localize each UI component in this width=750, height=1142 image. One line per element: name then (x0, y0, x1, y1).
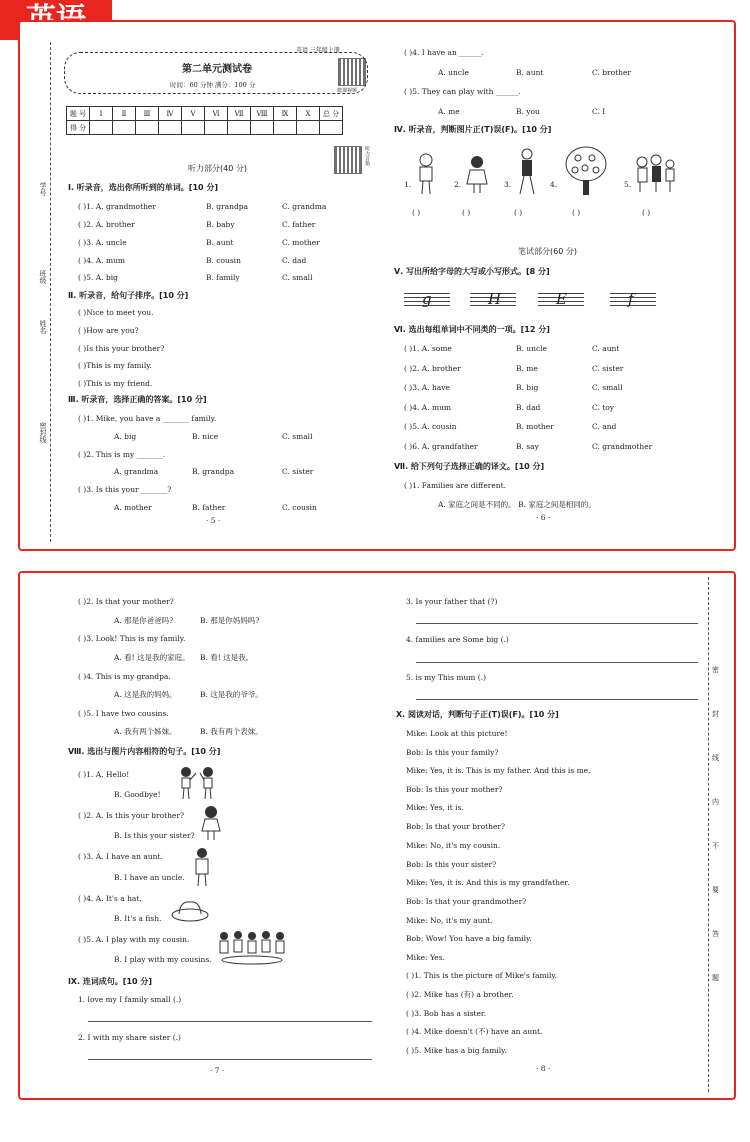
option: B. 这是我的爷爷。 (200, 690, 263, 699)
section-2-heading: Ⅱ. 听录音，给句子排序。[10 分] (68, 291, 189, 300)
option: B. I have an uncle. (114, 873, 185, 882)
option: C. brother (592, 68, 632, 77)
list-item: ( )This is my family. (78, 361, 152, 370)
score-cell[interactable] (113, 121, 136, 135)
written-title: 笔试部分(60 分) (518, 247, 577, 256)
list-item: C. grandma (282, 202, 327, 211)
section-6-heading: Ⅵ. 选出每组单词中不同类的一项。[12 分] (394, 325, 550, 334)
section-8-heading: Ⅷ. 选出与图片内容相符的句子。[10 分] (68, 747, 221, 756)
list-item: C. mother (282, 238, 320, 247)
score-table (66, 106, 343, 135)
score-row-label: 得 分 (67, 121, 90, 135)
scrambled-sentence: 4. families are Some big (.) (406, 635, 509, 644)
section-5-heading: Ⅴ. 写出所给字母的大写或小写形式。[8 分] (394, 267, 550, 276)
family-figure-icon (634, 154, 678, 194)
list-item: ( )6. A. grandfather (404, 442, 478, 451)
score-cell[interactable] (90, 121, 113, 135)
option: A. big (114, 432, 137, 441)
header-small: 英语 三年级上册 (296, 47, 340, 54)
score-header: Ⅲ (136, 107, 159, 121)
option: B. aunt (516, 68, 544, 77)
scrambled-sentence: 5. is my This mum (.) (406, 673, 487, 682)
list-item: C. dad (282, 256, 307, 265)
family-tree-icon (564, 146, 608, 196)
score-header: Ⅷ (251, 107, 274, 121)
tf-item: ( )1. This is the picture of Mike's family. (406, 971, 558, 980)
option: B. 那是你妈妈吗? (200, 616, 260, 625)
qr2-label: 听力音频 (364, 146, 370, 166)
score-header: 题 号 (67, 107, 90, 121)
score-header: Ⅹ (297, 107, 320, 121)
seal-line (708, 577, 709, 1092)
picture-number: 3. (504, 180, 512, 189)
list-item: ( )4. A. mum (78, 256, 126, 265)
tf-item: ( )2. Mike has (有) a brother. (406, 990, 514, 999)
option: ( )5. A. I play with my cousin. (78, 935, 190, 944)
option: C. I (592, 107, 606, 116)
option: A. grandma (114, 467, 159, 476)
score-cell[interactable] (251, 121, 274, 135)
answer-paren[interactable]: ( ) (514, 208, 523, 217)
question: ( )3. Is this your _______? (78, 485, 172, 494)
list-item: B. mother (516, 422, 554, 431)
question: ( )2. Is that your mother? (78, 597, 174, 606)
picture-number: 2. (454, 180, 462, 189)
list-item: B. uncle (516, 344, 547, 353)
question: ( )2. This is my _______. (78, 450, 166, 459)
dialog-line: Bob: Is that your brother? (406, 822, 505, 831)
option: A. 看! 这是我的家庭。 (114, 653, 190, 662)
two-kids-waving-icon (176, 765, 220, 801)
list-item: C. father (282, 220, 316, 229)
option: A. 这是我的妈妈。 (114, 690, 177, 699)
tf-item: ( )3. Bob has a sister. (406, 1009, 487, 1018)
girl-figure-icon (198, 805, 224, 841)
picture-number: 5. (624, 180, 632, 189)
question: ( )3. Look! This is my family. (78, 634, 186, 643)
option: A. mother (114, 503, 152, 512)
section-4-heading: Ⅳ. 听录音，判断图片正(T)误(F)。[10 分] (394, 125, 552, 134)
side-label-xuehao: 学号 (39, 182, 47, 196)
letter: E (556, 290, 567, 308)
answer-line[interactable] (88, 1021, 372, 1022)
dialog-line: Mike: Yes, it is. (406, 803, 464, 812)
score-cell[interactable] (182, 121, 205, 135)
tf-item: ( )4. Mike doesn't (不) have an aunt. (406, 1027, 543, 1036)
answer-line[interactable] (416, 662, 698, 663)
list-item: ( )5. A. big (78, 273, 118, 282)
score-header: Ⅶ (228, 107, 251, 121)
dialog-line: Bob: Is this your sister? (406, 860, 497, 869)
girl-figure-icon (464, 154, 490, 194)
option: C. small (282, 432, 313, 441)
score-cell[interactable] (159, 121, 182, 135)
option: A. 我有两个姊妹。 (114, 727, 177, 736)
qr1-label: 微课视频 (337, 88, 358, 94)
option: ( )2. A. Is this your brother? (78, 811, 184, 820)
option: B. Is this your sister? (114, 831, 195, 840)
spread-pages-7-8 (18, 571, 736, 1100)
list-item: ( )2. A. brother (78, 220, 135, 229)
list-item: ( )2. A. brother (404, 364, 461, 373)
answer-line[interactable] (416, 623, 698, 624)
list-item: ( )3. A. uncle (78, 238, 127, 247)
list-item: ( )Is this your brother? (78, 344, 165, 353)
qr-code-icon (334, 146, 362, 174)
list-item: ( )3. A. have (404, 383, 450, 392)
option: B. Goodbye! (114, 790, 161, 799)
answer-paren[interactable]: ( ) (412, 208, 421, 217)
seal-char: 线 (712, 754, 719, 762)
option: C. sister (282, 467, 314, 476)
score-cell[interactable] (205, 121, 228, 135)
list-item: B. grandpa (206, 202, 249, 211)
score-cell[interactable] (297, 121, 320, 135)
option: A. 家庭之间是不同的。 B. 家庭之间是相同的。 (438, 500, 596, 509)
answer-line[interactable] (88, 1059, 372, 1060)
list-item: C. sister (592, 364, 624, 373)
seal-char: 封 (712, 710, 719, 718)
option: ( )3. A. I have an aunt. (78, 852, 163, 861)
option: ( )4. A. It's a hat. (78, 894, 142, 903)
list-item: ( )Nice to meet you. (78, 308, 154, 317)
dialog-line: Mike: Yes, it is. And this is my grandfather. (406, 878, 570, 887)
list-item: C. small (282, 273, 313, 282)
list-item: B. big (516, 383, 539, 392)
score-header: Ⅳ (159, 107, 182, 121)
side-label-banji: 班级 (39, 270, 47, 284)
score-header: Ⅱ (113, 107, 136, 121)
list-item: B. aunt (206, 238, 234, 247)
option: B. father (192, 503, 226, 512)
man-figure-icon (514, 148, 540, 196)
question: ( )5. I have two cousins. (78, 709, 169, 718)
dialog-line: Mike: Yes. (406, 953, 445, 962)
letter: f (628, 290, 634, 308)
page-number: · 7 · (210, 1066, 225, 1075)
score-cell[interactable] (136, 121, 159, 135)
answer-paren[interactable]: ( ) (642, 208, 651, 217)
option: A. 那是你爸爸吗? (114, 616, 174, 625)
list-item: B. say (516, 442, 539, 451)
side-label-xingming: 姓名 (39, 320, 47, 334)
option: A. me (438, 107, 460, 116)
option: B. I play with my cousins. (114, 955, 212, 964)
option: B. you (516, 107, 540, 116)
section-10-heading: Ⅹ. 阅读对话，判断句子正(T)误(F)。[10 分] (396, 710, 559, 719)
list-item: B. dad (516, 403, 541, 412)
list-item: B. family (206, 273, 240, 282)
list-item: ( )4. A. mum (404, 403, 452, 412)
seal-line (50, 42, 51, 542)
score-header: Ⅰ (90, 107, 113, 121)
seal-char: 内 (712, 798, 719, 806)
score-header: 总 分 (320, 107, 343, 121)
dialog-line: Bob: Is this your family? (406, 748, 499, 757)
qr-code-icon (338, 58, 366, 86)
page-number: · 5 · (206, 516, 221, 525)
man-figure-icon (190, 847, 214, 887)
option: C. cousin (282, 503, 317, 512)
picture-number: 4. (550, 180, 558, 189)
question: ( )1. Mike, you have a _______ family. (78, 414, 217, 423)
list-item: ( )1. A. some (404, 344, 452, 353)
hat-icon (170, 899, 210, 923)
score-header: Ⅴ (182, 107, 205, 121)
dialog-line: Mike: Yes, it is. This is my father. And this is me. (406, 766, 591, 775)
writing-lines[interactable] (470, 290, 516, 308)
question: ( )4. I have an ______. (404, 48, 485, 57)
dialog-line: Bob: Is that your grandmother? (406, 897, 527, 906)
spread-pages-5-6 (18, 20, 736, 551)
seal-char: 要 (712, 886, 719, 894)
list-item: B. baby (206, 220, 235, 229)
writing-lines[interactable] (404, 290, 450, 308)
list-item: ( )This is my friend. (78, 379, 153, 388)
score-header: Ⅸ (274, 107, 297, 121)
time-score: 时间：60 分钟 满分：100 分 (170, 81, 256, 89)
scrambled-sentence: 1. love my I family small (.) (78, 995, 182, 1004)
writing-lines[interactable] (610, 290, 656, 308)
scrambled-sentence: 3. Is your father that (?) (406, 597, 498, 606)
letter: g (422, 290, 432, 308)
score-header: Ⅵ (205, 107, 228, 121)
scrambled-sentence: 2. I with my share sister (.) (78, 1033, 181, 1042)
seal-char: 题 (712, 974, 719, 982)
page-number: · 6 · (536, 513, 551, 522)
option: B. 看! 这是我。 (200, 653, 254, 662)
section-7-heading: Ⅶ. 给下列句子选择正确的译文。[10 分] (394, 462, 545, 471)
list-item: ( )1. A. grandmother (78, 202, 156, 211)
writing-lines[interactable] (538, 290, 584, 308)
option: B. grandpa (192, 467, 235, 476)
list-item: B. cousin (206, 256, 241, 265)
tf-item: ( )5. Mike has a big family. (406, 1046, 507, 1055)
answer-line[interactable] (416, 699, 698, 700)
letter: H (488, 290, 502, 308)
answer-paren[interactable]: ( ) (462, 208, 471, 217)
list-item: ( )How are you? (78, 326, 139, 335)
section-9-heading: Ⅸ. 连词成句。[10 分] (68, 977, 153, 986)
list-item: C. and (592, 422, 617, 431)
listening-title: 听力部分(40 分) (188, 164, 247, 173)
section-3-heading: Ⅲ. 听录音，选择正确的答案。[10 分] (68, 395, 207, 404)
list-item: C. small (592, 383, 623, 392)
dialog-line: Bob: Wow! You have a big family. (406, 934, 532, 943)
question: ( )5. They can play with ______. (404, 87, 521, 96)
section-1-heading: Ⅰ. 听录音，选出你所听到的单词。[10 分] (68, 183, 219, 192)
page-title: 第二单元测试卷 (182, 64, 252, 75)
side-label-seal: 密封线 (39, 422, 47, 443)
seal-char: 答 (712, 930, 719, 938)
option: B. It's a fish. (114, 914, 162, 923)
picture-number: 1. (404, 180, 412, 189)
list-item: C. toy (592, 403, 615, 412)
question: ( )4. This is my grandpa. (78, 672, 171, 681)
kids-playing-icon (216, 929, 288, 965)
seal-char: 密 (712, 666, 719, 674)
dialog-line: Mike: No, it's my cousin. (406, 841, 501, 850)
dialog-line: Mike: Look at this picture! (406, 729, 508, 738)
page-number: · 8 · (536, 1064, 551, 1073)
list-item: C. aunt (592, 344, 620, 353)
question: ( )1. Families are different. (404, 481, 507, 490)
option: B. 我有两个表妹。 (200, 727, 263, 736)
dialog-line: Mike: No, it's my aunt. (406, 916, 493, 925)
score-cell[interactable] (320, 121, 343, 135)
list-item: B. me (516, 364, 538, 373)
dialog-line: Bob: Is this your mother? (406, 785, 503, 794)
boy-figure-icon (414, 152, 438, 196)
score-cell[interactable] (274, 121, 297, 135)
option: B. nice (192, 432, 219, 441)
answer-paren[interactable]: ( ) (572, 208, 581, 217)
score-cell[interactable] (228, 121, 251, 135)
option: ( )1. A. Hello! (78, 770, 130, 779)
list-item: ( )5. A. cousin (404, 422, 457, 431)
seal-char: 不 (712, 842, 719, 850)
list-item: C. grandmother (592, 442, 653, 451)
option: A. uncle (438, 68, 469, 77)
